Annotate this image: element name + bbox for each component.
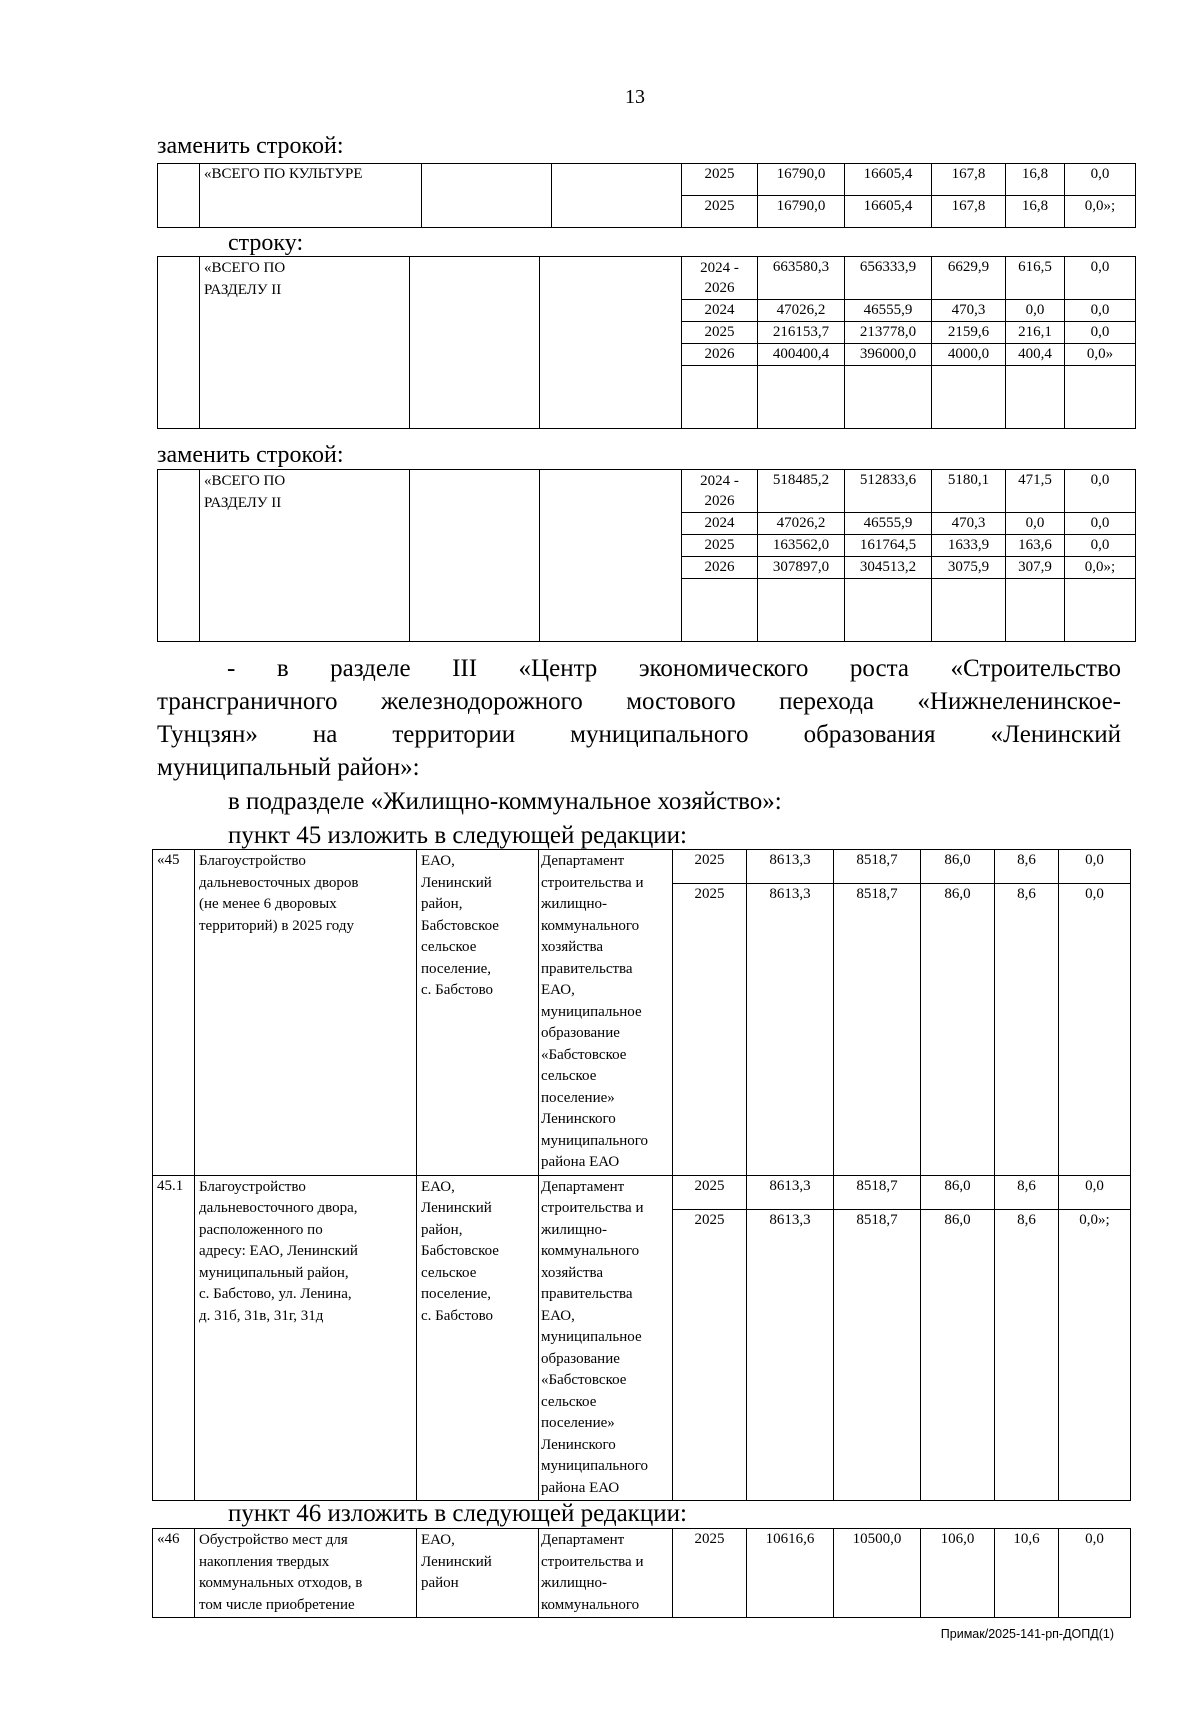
page-number: 13 xyxy=(625,86,645,108)
table-cell: 0,0 xyxy=(1065,257,1136,300)
table-cell: 2025 xyxy=(673,1175,747,1209)
table-cell: 16605,4 xyxy=(845,196,932,228)
table-cell: 8518,7 xyxy=(834,1209,921,1500)
table-cell: 307,9 xyxy=(1006,557,1065,579)
table-cell: 2159,6 xyxy=(932,322,1006,344)
table-cell: 0,0 xyxy=(1006,300,1065,322)
table-cell: 86,0 xyxy=(921,850,995,884)
table-cell: 8,6 xyxy=(995,1175,1059,1209)
table-cell: 0,0 xyxy=(1065,513,1136,535)
table-cell: 470,3 xyxy=(932,300,1006,322)
table-cell: 2025 xyxy=(673,1529,747,1618)
item45-heading: пункт 45 изложить в следующей редакции: xyxy=(228,822,687,849)
table-cell: 161764,5 xyxy=(845,535,932,557)
table-cell: 167,8 xyxy=(932,164,1006,196)
table-cell: 400,4 xyxy=(1006,344,1065,366)
table-cell: 86,0 xyxy=(921,1175,995,1209)
table-item45-name: Благоустройство дальневосточных дворов (не менее 6 дворовых территорий) в 2025 году xyxy=(195,850,417,1176)
table-cell: 167,8 xyxy=(932,196,1006,228)
table-cell: 8518,7 xyxy=(834,1175,921,1209)
heading-replace-1: заменить строкой: xyxy=(157,133,344,159)
paragraph-line: муниципальный район»: xyxy=(157,754,420,781)
table-cell: 8518,7 xyxy=(834,850,921,884)
table-cell: 0,0 xyxy=(1065,322,1136,344)
table-cell: 0,0 xyxy=(1059,1529,1131,1618)
table-cell: 2024 xyxy=(682,513,758,535)
table-item46-num: «46 xyxy=(153,1529,195,1618)
heading-line: строку: xyxy=(228,230,304,256)
table-cell: 106,0 xyxy=(921,1529,995,1618)
table-section2-old-label: «ВСЕГО ПО РАЗДЕЛУ II xyxy=(200,257,410,429)
table-cell: 2025 xyxy=(673,884,747,1175)
table-cell: 47026,2 xyxy=(758,300,845,322)
table-section2-old xyxy=(157,256,1136,429)
table-cell: 16605,4 xyxy=(845,164,932,196)
table-item46-executor: Департамент строительства и жилищно- коммунального xyxy=(539,1529,673,1618)
table-cell: 10616,6 xyxy=(747,1529,834,1618)
table-section2-new-label: «ВСЕГО ПО РАЗДЕЛУ II xyxy=(200,470,410,642)
table-item45-location: ЕАО, Ленинский район, Бабстовское сельское поселение, с. Бабстово xyxy=(417,850,539,1176)
table-cell: 16,8 xyxy=(1006,164,1065,196)
table-cell: 8,6 xyxy=(995,1209,1059,1500)
table-cell: 216,1 xyxy=(1006,322,1065,344)
table-cell: 0,0 xyxy=(1059,1175,1131,1209)
table-cell: 213778,0 xyxy=(845,322,932,344)
table-cell: 396000,0 xyxy=(845,344,932,366)
table-cell: 2024 - 2026 xyxy=(682,470,758,513)
table-cell: 307897,0 xyxy=(758,557,845,579)
table-cell: 3075,9 xyxy=(932,557,1006,579)
table-cell: 8518,7 xyxy=(834,884,921,1175)
table-cell: 2025 xyxy=(682,535,758,557)
table-cell: 0,0»; xyxy=(1065,557,1136,579)
table-cell: 471,5 xyxy=(1006,470,1065,513)
subsection-title: в подразделе «Жилищно-коммунальное хозяйство»: xyxy=(228,788,782,815)
table-cell: 470,3 xyxy=(932,513,1006,535)
table-culture-label: «ВСЕГО ПО КУЛЬТУРЕ xyxy=(200,164,422,228)
table-cell: 5180,1 xyxy=(932,470,1006,513)
table-cell: 0,0»; xyxy=(1065,196,1136,228)
table-cell: 0,0 xyxy=(1006,513,1065,535)
table-cell: 0,0 xyxy=(1065,300,1136,322)
table-cell: 400400,4 xyxy=(758,344,845,366)
table-cell: 216153,7 xyxy=(758,322,845,344)
table-cell: 8613,3 xyxy=(747,884,834,1175)
table-cell: 616,5 xyxy=(1006,257,1065,300)
paragraph-line: трансграничного железнодорожного мостового перехода «Нижнеленинское- xyxy=(157,688,1121,715)
table-cell: 47026,2 xyxy=(758,513,845,535)
paragraph-line: - в разделе III «Центр экономического роста «Строительство xyxy=(227,655,1121,682)
table-cell: 663580,3 xyxy=(758,257,845,300)
table-cell: 8613,3 xyxy=(747,1209,834,1500)
table-cell: 2024 - 2026 xyxy=(682,257,758,300)
table-cell: 4000,0 xyxy=(932,344,1006,366)
table-cell: 0,0» xyxy=(1065,344,1136,366)
table-cell: 518485,2 xyxy=(758,470,845,513)
table-cell: 8613,3 xyxy=(747,1175,834,1209)
table-item46 xyxy=(152,1528,1131,1618)
table-cell: 2025 xyxy=(682,164,758,196)
footer-doc-id: Примак/2025-141-рп-ДОПД(1) xyxy=(940,1627,1114,1641)
table-cell: 0,0 xyxy=(1065,535,1136,557)
table-cell: 2024 xyxy=(682,300,758,322)
table-cell: 10,6 xyxy=(995,1529,1059,1618)
table-cell: 512833,6 xyxy=(845,470,932,513)
table-item46-name: Обустройство мест для накопления твердых коммунальных отходов, в том числе приобретение xyxy=(195,1529,417,1618)
table-cell: 8613,3 xyxy=(747,850,834,884)
table-cell: 10500,0 xyxy=(834,1529,921,1618)
table-cell: 8,6 xyxy=(995,884,1059,1175)
table-cell: 6629,9 xyxy=(932,257,1006,300)
table-cell: 16790,0 xyxy=(758,196,845,228)
table-cell: 16790,0 xyxy=(758,164,845,196)
table-item45-1-location: ЕАО, Ленинский район, Бабстовское сельское поселение, с. Бабстово xyxy=(417,1175,539,1501)
table-section2-new xyxy=(157,469,1136,642)
table-cell: 0,0 xyxy=(1059,850,1131,884)
section-paragraph xyxy=(157,652,1121,784)
table-cell: 86,0 xyxy=(921,884,995,1175)
table-cell: 2025 xyxy=(673,1209,747,1500)
table-cell: 0,0»; xyxy=(1059,1209,1131,1500)
table-cell: 1633,9 xyxy=(932,535,1006,557)
table-item45-1-num: 45.1 xyxy=(153,1175,195,1501)
table-cell: 0,0 xyxy=(1059,884,1131,1175)
table-cell: 0,0 xyxy=(1065,164,1136,196)
table-cell: 2025 xyxy=(682,322,758,344)
table-cell: 304513,2 xyxy=(845,557,932,579)
table-item45-num: «45 xyxy=(153,850,195,1176)
table-cell: 2025 xyxy=(682,196,758,228)
table-cell: 163,6 xyxy=(1006,535,1065,557)
table-cell: 86,0 xyxy=(921,1209,995,1500)
table-item45-1-executor: Департамент строительства и жилищно- коммунального хозяйства правительства ЕАО, муниципальное образование «Бабстовское сельское поселение» Ленинского муниципального района ЕАО xyxy=(539,1175,673,1501)
table-item45-executor: Департамент строительства и жилищно- коммунального хозяйства правительства ЕАО, муниципальное образование «Бабстовское сельское поселение» Ленинского муниципального района ЕАО xyxy=(539,850,673,1176)
table-cell: 8,6 xyxy=(995,850,1059,884)
table-cell: 656333,9 xyxy=(845,257,932,300)
table-cell: 2026 xyxy=(682,557,758,579)
item46-heading: пункт 46 изложить в следующей редакции: xyxy=(228,1500,687,1527)
table-cell: 16,8 xyxy=(1006,196,1065,228)
heading-replace-2: заменить строкой: xyxy=(157,442,344,468)
table-item45-1-name: Благоустройство дальневосточного двора, расположенного по адресу: ЕАО, Ленинский муниципальный район, с. Бабстово, ул. Ленина, д. 31б, 31в, 31г, 31д xyxy=(195,1175,417,1501)
table-cell: 2025 xyxy=(673,850,747,884)
table-cell: 46555,9 xyxy=(845,300,932,322)
table-item46-location: ЕАО, Ленинский район xyxy=(417,1529,539,1618)
table-culture xyxy=(157,163,1136,228)
table-cell: 2026 xyxy=(682,344,758,366)
table-cell: 163562,0 xyxy=(758,535,845,557)
table-cell: 46555,9 xyxy=(845,513,932,535)
paragraph-line: Тунцзян» на территории муниципального образования «Ленинский xyxy=(157,721,1121,748)
table-item45 xyxy=(152,849,1131,1501)
table-cell: 0,0 xyxy=(1065,470,1136,513)
